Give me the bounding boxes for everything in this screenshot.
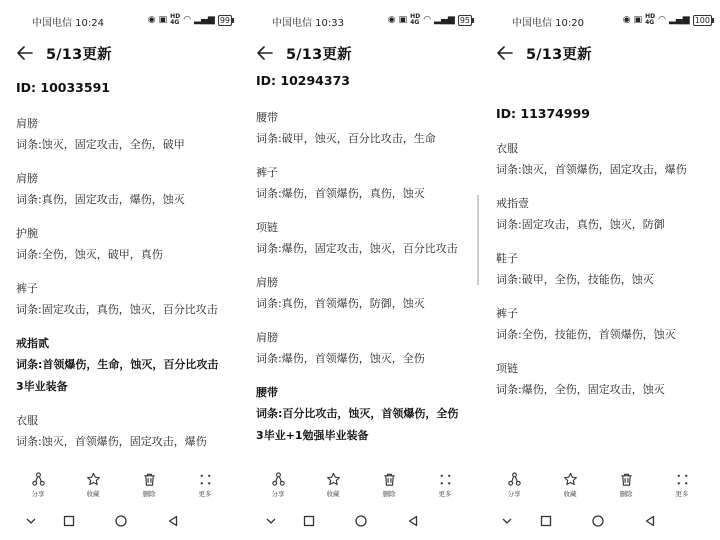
list-item: [256, 166, 472, 201]
wifi-icon: ◠: [658, 15, 666, 25]
list-item: [256, 221, 472, 256]
delete-button[interactable]: [606, 472, 646, 498]
chevron-down-icon[interactable]: [22, 512, 40, 530]
list-item: [256, 386, 472, 443]
more-button[interactable]: [425, 472, 465, 498]
back-arrow-icon[interactable]: [256, 43, 276, 63]
note-body[interactable]: [496, 106, 712, 396]
back-triangle-icon[interactable]: [164, 512, 182, 530]
more-button[interactable]: [185, 472, 225, 498]
item-name: 裤子: [496, 307, 518, 320]
favorite-button[interactable]: [550, 472, 590, 498]
favorite-label: 收藏: [326, 490, 340, 498]
status-time: 中国电信 10:24: [32, 18, 104, 29]
nfc-icon: ▣: [633, 15, 643, 25]
list-item: [16, 414, 232, 449]
note-panel: [0, 0, 238, 540]
item-name: 护腕: [16, 227, 38, 240]
note-body[interactable]: [256, 73, 472, 442]
item-name: 裤子: [16, 282, 38, 295]
list-item: [256, 331, 472, 366]
wifi-icon: ◠: [423, 15, 432, 25]
more-icon: [438, 472, 453, 487]
share-label: 分享: [31, 490, 45, 498]
delete-button[interactable]: [369, 472, 409, 498]
back-triangle-icon[interactable]: [641, 512, 659, 530]
title-bar: [16, 42, 112, 64]
more-icon: [675, 472, 690, 487]
status-bar: [0, 14, 238, 30]
trash-icon: [142, 472, 157, 487]
item-name: 肩膀: [256, 331, 278, 344]
note-panel: [480, 0, 718, 540]
item-name: 鞋子: [496, 252, 518, 265]
status-icons: [148, 14, 232, 26]
recents-icon[interactable]: [60, 512, 78, 530]
signal-icon: ▂▄▆: [194, 15, 215, 25]
more-label: 更多: [198, 490, 212, 498]
item-name: 腰带: [256, 386, 278, 399]
action-bar: [0, 472, 238, 502]
share-icon: [271, 472, 286, 487]
item-affix: 词条:爆伤，首领爆伤，真伤，蚀灭: [256, 187, 425, 200]
action-bar: [240, 472, 478, 502]
more-button[interactable]: [662, 472, 702, 498]
status-icons: [388, 14, 472, 26]
item-affix: 词条:全伤，蚀灭，破甲，真伤: [16, 248, 163, 261]
delete-label: 删除: [142, 490, 156, 498]
more-icon: [198, 472, 213, 487]
signal-icon: ▂▄▆: [434, 15, 455, 25]
list-item: [496, 252, 712, 287]
item-affix: 词条:爆伤，全伤，固定攻击，蚀灭: [496, 383, 665, 396]
share-button[interactable]: [258, 472, 298, 498]
action-bar: [480, 472, 718, 502]
share-icon: [31, 472, 46, 487]
item-name: 肩膀: [16, 172, 38, 185]
delete-label: 删除: [619, 490, 633, 498]
list-item: [496, 362, 712, 397]
wifi-icon: ◠: [183, 15, 192, 25]
volte-icon: HD 4G: [645, 13, 656, 26]
id-label: ID: 10033591: [16, 80, 110, 95]
star-icon: [563, 472, 578, 487]
item-name: 项链: [496, 362, 518, 375]
favorite-button[interactable]: [313, 472, 353, 498]
title-bar: [496, 42, 592, 64]
item-name: 衣服: [496, 142, 518, 155]
item-affix: 词条:固定攻击，真伤，蚀灭，百分比攻击: [16, 303, 218, 316]
chevron-down-icon[interactable]: [262, 512, 280, 530]
trash-icon: [619, 472, 634, 487]
star-icon: [326, 472, 341, 487]
item-name: 项链: [256, 221, 278, 234]
item-summary: 3毕业+1勉强毕业装备: [256, 429, 369, 442]
eye-icon: ◉: [622, 15, 631, 25]
item-affix: 词条:真伤，首领爆伤，防御，蚀灭: [256, 297, 425, 310]
back-arrow-icon[interactable]: [16, 43, 36, 63]
list-item: [256, 276, 472, 311]
item-name: 裤子: [256, 166, 278, 179]
item-affix: 词条:爆伤，首领爆伤，蚀灭，全伤: [256, 352, 425, 365]
system-nav-bar: [240, 512, 478, 530]
home-icon[interactable]: [352, 512, 370, 530]
item-affix: 词条:首领爆伤，生命，蚀灭，百分比攻击: [16, 358, 219, 371]
eye-icon: ◉: [387, 15, 396, 25]
page-title: 5/13更新: [286, 46, 352, 63]
list-item: [16, 337, 232, 394]
nfc-icon: ▣: [158, 15, 168, 25]
item-name: 戒指贰: [16, 337, 49, 350]
share-button[interactable]: [494, 472, 534, 498]
text-cursor: [477, 195, 479, 285]
list-item: [496, 142, 712, 177]
item-affix: 词条:百分比攻击，蚀灭，首领爆伤，全伤: [256, 407, 459, 420]
list-item: [496, 197, 712, 232]
id-label: ID: 11374999: [496, 106, 590, 121]
item-affix: 词条:蚀灭，首领爆伤，固定攻击，爆伤: [16, 435, 207, 448]
item-name: 肩膀: [16, 117, 38, 130]
list-item: [16, 227, 232, 262]
star-icon: [86, 472, 101, 487]
battery-icon: 100: [694, 15, 710, 25]
item-affix: 词条:破甲，蚀灭，百分比攻击，生命: [256, 132, 436, 145]
status-time: 中国电信 10:33: [272, 18, 344, 29]
volte-icon: HD 4G: [410, 13, 421, 26]
share-label: 分享: [507, 490, 521, 498]
note-body[interactable]: [16, 80, 232, 448]
nfc-icon: ▣: [398, 15, 408, 25]
delete-label: 删除: [382, 490, 396, 498]
favorite-label: 收藏: [86, 490, 100, 498]
title-bar: [256, 42, 352, 64]
recents-icon[interactable]: [300, 512, 318, 530]
more-label: 更多: [675, 490, 689, 498]
item-affix: 词条:破甲，全伤，技能伤，蚀灭: [496, 273, 654, 286]
home-icon[interactable]: [112, 512, 130, 530]
delete-button[interactable]: [129, 472, 169, 498]
item-affix: 词条:真伤，固定攻击，爆伤，蚀灭: [16, 193, 185, 206]
system-nav-bar: [480, 512, 718, 530]
battery-icon: 95: [459, 15, 470, 25]
eye-icon: ◉: [147, 15, 156, 25]
item-affix: 词条:蚀灭，首领爆伤，固定攻击，爆伤: [496, 163, 687, 176]
list-item: [16, 282, 232, 317]
favorite-button[interactable]: [73, 472, 113, 498]
item-affix: 词条:蚀灭，固定攻击，全伤，破甲: [16, 138, 185, 151]
list-item: [256, 111, 472, 146]
share-icon: [507, 472, 522, 487]
battery-icon: 99: [219, 15, 230, 25]
share-label: 分享: [271, 490, 285, 498]
status-icons: [623, 14, 712, 26]
back-arrow-icon[interactable]: [496, 43, 516, 63]
item-affix: 词条:爆伤，固定攻击，蚀灭，百分比攻击: [256, 242, 458, 255]
item-name: 衣服: [16, 414, 38, 427]
list-item: [16, 117, 232, 152]
list-item: [496, 307, 712, 342]
volte-icon: HD 4G: [170, 13, 181, 26]
recents-icon[interactable]: [537, 512, 555, 530]
status-bar: [240, 14, 478, 30]
item-affix: 词条:固定攻击，真伤，蚀灭，防御: [496, 218, 665, 231]
status-time: 中国电信 10:20: [512, 18, 584, 29]
home-icon[interactable]: [589, 512, 607, 530]
system-nav-bar: [0, 512, 238, 530]
signal-icon: ▂▄▆: [668, 15, 690, 25]
status-bar: [480, 14, 718, 30]
item-summary: 3毕业装备: [16, 380, 68, 393]
page-title: 5/13更新: [526, 46, 592, 63]
item-name: 戒指壹: [496, 197, 529, 210]
more-label: 更多: [438, 490, 452, 498]
chevron-down-icon[interactable]: [498, 512, 516, 530]
id-label: ID: 10294373: [256, 73, 350, 88]
share-button[interactable]: [18, 472, 58, 498]
note-panel: [240, 0, 478, 540]
item-affix: 词条:全伤，技能伤，首领爆伤，蚀灭: [496, 328, 676, 341]
page-title: 5/13更新: [46, 46, 112, 63]
item-name: 肩膀: [256, 276, 278, 289]
trash-icon: [382, 472, 397, 487]
back-triangle-icon[interactable]: [404, 512, 422, 530]
item-name: 腰带: [256, 111, 278, 124]
favorite-label: 收藏: [563, 490, 577, 498]
list-item: [16, 172, 232, 207]
